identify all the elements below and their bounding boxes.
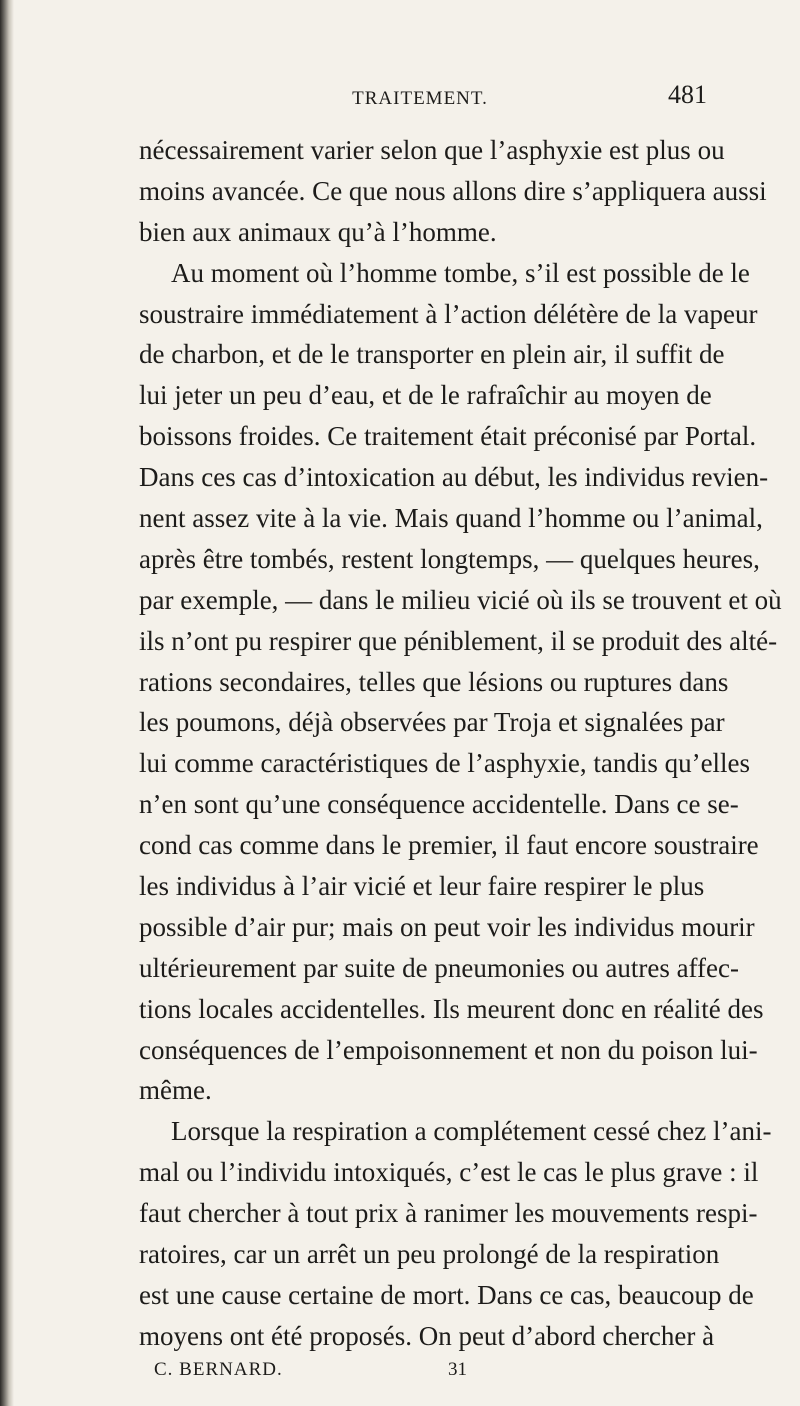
text-line: bien aux animaux qu’à l’homme. <box>139 216 497 247</box>
running-header <box>139 78 707 120</box>
text-line: de charbon, et de le transporter en plein air, il suffit de <box>139 339 725 370</box>
text-line: possible d’air pur; mais on peut voir les individus mourir <box>139 911 755 942</box>
text-line: Dans ces cas d’intoxication au début, les individus revien- <box>139 462 769 493</box>
paragraph-start-line: Lorsque la respiration a complétement cessé chez l’ani- <box>171 1116 772 1147</box>
text-line: ratoires, car un arrêt un peu prolongé de la respiration <box>139 1239 720 1270</box>
text-line: n’en sont qu’une conséquence accidentelle. Dans ce se- <box>139 789 739 820</box>
text-line: soustraire immédiatement à l’action délétère de la vapeur <box>139 298 758 329</box>
text-line: lui comme caractéristiques de l’asphyxie, tandis qu’elles <box>139 748 751 779</box>
text-line: les poumons, déjà observées par Troja et signalées par <box>139 707 725 738</box>
text-line: les individus à l’air vicié et leur faire respirer le plus <box>139 871 705 902</box>
book-page <box>139 78 782 1393</box>
text-line: est une cause certaine de mort. Dans ce cas, beaucoup de <box>139 1279 754 1310</box>
text-line: nent assez vite à la vie. Mais quand l’homme ou l’animal, <box>139 503 763 534</box>
text-line: par exemple, — dans le milieu vicié où ils se trouvent et où <box>139 584 782 615</box>
text-line: mal ou l’individu intoxiqués, c’est le cas le plus grave : il <box>139 1157 759 1188</box>
text-line: après être tombés, restent longtemps, — quelques heures, <box>139 543 760 574</box>
text-line: tions locales accidentelles. Ils meurent donc en réalité des <box>139 993 764 1024</box>
text-line: nécessairement varier selon que l’asphyxie est plus ou <box>139 135 725 165</box>
signature-mark: 31 <box>448 1358 467 1380</box>
signature: C. BERNARD. <box>154 1358 283 1380</box>
text-line: moins avancée. Ce que nous allons dire s’appliquera aussi <box>139 175 767 206</box>
page-footer <box>139 1359 701 1393</box>
text-line: même. <box>139 1075 212 1106</box>
text-line: moyens ont été proposés. On peut d’abord chercher à <box>139 1320 715 1351</box>
text-line: faut chercher à tout prix à ranimer les mouvements respi- <box>139 1198 758 1229</box>
text-line: ultérieurement par suite de pneumonies ou autres affec- <box>139 952 740 983</box>
body-text <box>139 130 782 1357</box>
text-line: conséquences de l’empoisonnement et non du poison lui- <box>139 1034 758 1065</box>
text-line: ils n’ont pu respirer que péniblement, il se produit des alté- <box>139 625 778 656</box>
text-line: rations secondaires, telles que lésions ou ruptures dans <box>139 666 729 697</box>
page-number: 481 <box>668 80 707 109</box>
text-line: cond cas comme dans le premier, il faut encore soustraire <box>139 830 759 861</box>
text-line: lui jeter un peu d’eau, et de le rafraîchir au moyen de <box>139 380 712 411</box>
scan-binding-edge <box>0 0 14 1406</box>
running-title: TRAITEMENT. <box>352 88 488 109</box>
text-line: boissons froides. Ce traitement était préconisé par Portal. <box>139 421 757 452</box>
paragraph-start-line: Au moment où l’homme tombe, s’il est possible de le <box>171 257 750 288</box>
